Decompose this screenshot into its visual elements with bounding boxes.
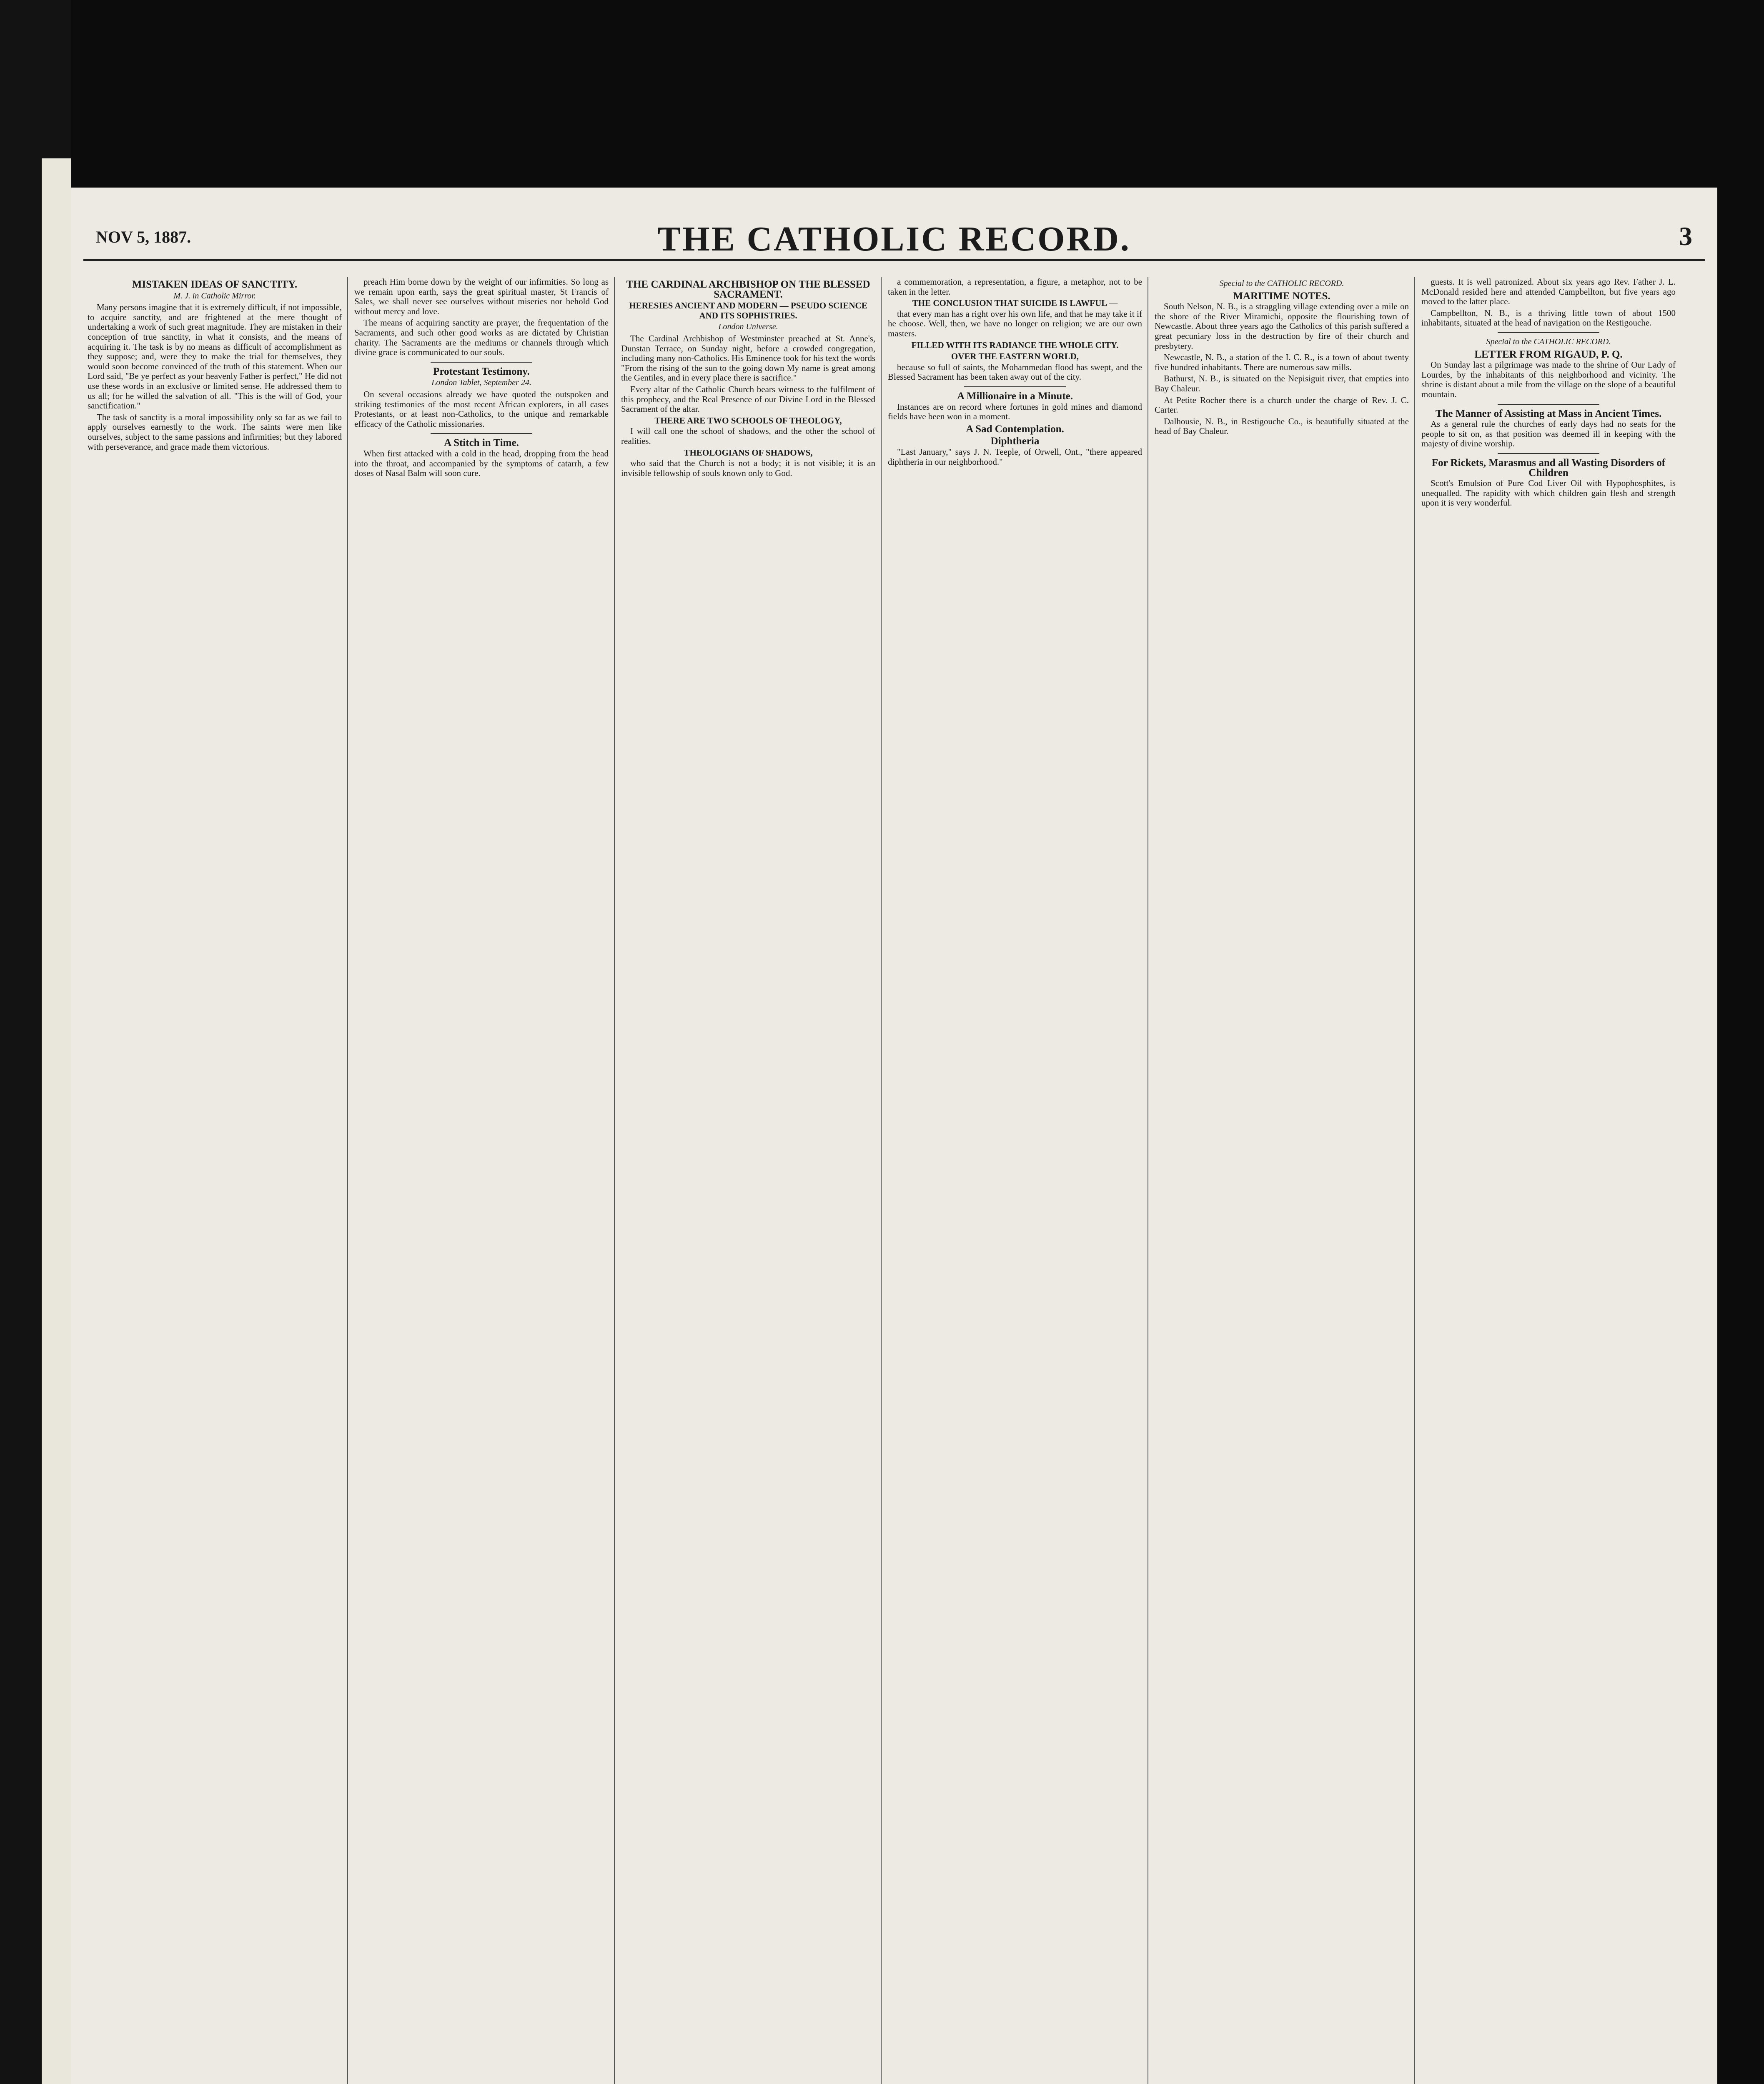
article-dateline: London Tablet, September 24. <box>431 378 531 388</box>
article-heading: LETTER FROM RIGAUD, P. Q. <box>1474 348 1623 360</box>
divider <box>1498 453 1599 454</box>
previous-page-edge <box>42 158 71 2084</box>
divider <box>1498 404 1599 405</box>
paragraph: Every altar of the Catholic Church bears witness to the fulfilment of this prophecy, and the Real Presence of our Divine Lord in the Blessed Sacrament of the altar. <box>621 384 875 414</box>
special-note: Special to the CATHOLIC RECORD. <box>1486 337 1611 346</box>
paragraph: On Sunday last a pilgrimage was made to the shrine of Our Lady of Lourdes, by the inhabitants of this neighborhood and vicinity. The shrine is distant about a mile from the village on the slope of a beautiful mountain. <box>1421 360 1676 399</box>
article-heading: MISTAKEN IDEAS OF SANCTITY. <box>132 279 298 290</box>
article-subhead: THERE ARE TWO SCHOOLS OF THEOLOGY, <box>654 415 842 426</box>
divider <box>964 386 1066 387</box>
article-subhead: OVER THE EASTERN WORLD, <box>951 351 1079 362</box>
article-heading: Protestant Testimony. <box>433 366 530 377</box>
paragraph: Newcastle, N. B., a station of the I. C. R., is a town of about twenty five hundred inhabitants. There are numerous saw mills. <box>1155 352 1409 372</box>
article-subhead: FILLED WITH ITS RADIANCE THE WHOLE CITY. <box>911 340 1119 350</box>
paragraph: who said that the Church is not a body; it is not visible; it is an invisible fellowship of souls known only to God. <box>621 458 875 478</box>
paragraph: a commemoration, a representation, a figure, a metaphor, not to be taken in the letter. <box>888 277 1142 297</box>
scan-left-strip <box>0 0 71 2084</box>
paragraph: Scott's Emulsion of Pure Cod Liver Oil with Hypophosphites, is unequalled. The rapidity with which children gain flesh and strength upon it is very wonderful. <box>1421 478 1676 508</box>
newspaper-title: THE CATHOLIC RECORD. <box>657 220 1131 258</box>
paragraph: because so full of saints, the Mohammedan flood has swept, and the Blessed Sacrament has been taken away out of the city. <box>888 362 1142 382</box>
paragraph: Dalhousie, N. B., in Restigouche Co., is beautifully situated at the head of Bay Chaleur. <box>1155 416 1409 436</box>
column-rule <box>347 277 348 2084</box>
issue-date: NOV 5, 1887. <box>96 228 191 246</box>
article-subhead: THEOLOGIANS OF SHADOWS, <box>684 447 813 458</box>
page-number: 3 <box>1679 221 1692 251</box>
column-5 <box>1155 277 1409 2084</box>
masthead-rule <box>83 259 1705 261</box>
article-heading: MARITIME NOTES. <box>1233 290 1331 302</box>
paragraph: preach Him borne down by the weight of our infirmities. So long as we remain upon earth, says the great spiritual master, St Francis of Sales, we shall never see ourselves without miseries nor behold God without mercy and love. <box>354 277 609 316</box>
paragraph: guests. It is well patronized. About six years ago Rev. Father J. L. McDonald resided here and attended Campbellton, but five years ago moved to the latter place. <box>1421 277 1676 307</box>
article-heading: Diphtheria <box>990 436 1040 447</box>
column-rule <box>881 277 882 2084</box>
column-4 <box>888 277 1142 2084</box>
column-1 <box>88 277 342 2084</box>
paragraph: The Cardinal Archbishop of Westminster preached at St. Anne's, Dunstan Terrace, on Sunday night, before a crowded congregation, including many non-Catholics. His Eminence took for his text the words "From the rising of the sun to the going down My name is great among the Gentiles, and in every place there is sacrifice." <box>621 333 875 383</box>
article-byline: M. J. in Catholic Mirror. <box>173 291 256 301</box>
paragraph: The task of sanctity is a moral impossibility only so far as we fail to apply ourselves earnestly to the work. The saints were men like ourselves, subject to the same passions and infirmities; but they labored with perseverance, and grace made them victorious. <box>88 412 342 452</box>
paragraph: Many persons imagine that it is extremely difficult, if not impossible, to acquire sanctity, and are frightened at the mere thought of undertaking a work of such great magnitude. They are mistaken in their conception of true sanctity, in what it consists, and the means of acquiring it. The task is by no means as difficult of accomplishment as they suppose; and, were they to make the trial for themselves, they would soon become convinced of the truth of this statement. When our Lord said, "Be ye perfect as your heavenly Father is perfect," He did not use these words in an exclusive or limited sense. He addressed them to us all; for he willed the salvation of all. "This is the will of God, your sanctification." <box>88 302 342 411</box>
divider <box>431 433 532 434</box>
column-rule <box>1414 277 1415 2084</box>
paragraph: Instances are on record where fortunes in gold mines and diamond fields have been won in a moment. <box>888 401 1142 422</box>
special-note: Special to the CATHOLIC RECORD. <box>1219 279 1344 288</box>
article-heading: For Rickets, Marasmus and all Wasting Disorders of Children <box>1431 457 1666 478</box>
article-subhead: HERESIES ANCIENT AND MODERN — PSEUDO SCIENCE AND ITS SOPHISTRIES. <box>629 301 867 321</box>
column-rule <box>614 277 615 2084</box>
paragraph: "Last January," says J. N. Teeple, of Orwell, Ont., "there appeared diphtheria in our neighborhood." <box>888 446 1142 467</box>
paragraph: Campbellton, N. B., is a thriving little town of about 1500 inhabitants, situated at the head of navigation on the Restigouche. <box>1421 308 1676 328</box>
article-heading: THE CARDINAL ARCHBISHOP ON THE BLESSED SACRAMENT. <box>626 279 870 300</box>
paragraph: On several occasions already we have quoted the outspoken and striking testimonies of the most recent African explorers, in all cases Protestants, or at least non-Catholics, to the unique and remarkable efficacy of the Catholic missionaries. <box>354 389 609 429</box>
newspaper-page <box>71 188 1717 2084</box>
paragraph: The means of acquiring sanctity are prayer, the frequentation of the Sacraments, and such other good works as are dictated by Christian charity. The Sacraments are the mediums or channels through which divine grace is communicated to our souls. <box>354 318 609 358</box>
column-6 <box>1421 277 1676 2084</box>
masthead <box>71 188 1717 258</box>
article-heading: The Manner of Assisting at Mass in Ancient Times. <box>1435 408 1662 419</box>
paragraph: I will call one the school of shadows, and the other the school of realities. <box>621 426 875 446</box>
divider <box>1498 332 1599 333</box>
paragraph: At Petite Rocher there is a church under the charge of Rev. J. C. Carter. <box>1155 395 1409 415</box>
paragraph: that every man has a right over his own life, and that he may take it if he choose. Well, then, we have no longer on religion; we are our own masters. <box>888 308 1142 338</box>
article-source: London Universe. <box>718 322 778 332</box>
article-subhead: THE CONCLUSION THAT SUICIDE IS LAWFUL — <box>912 298 1118 308</box>
paragraph: Bathurst, N. B., is situated on the Nepisiguit river, that empties into Bay Chaleur. <box>1155 373 1409 393</box>
article-heading: A Sad Contemplation. <box>966 423 1064 435</box>
article-heading: A Millionaire in a Minute. <box>957 390 1073 402</box>
divider <box>431 362 532 363</box>
article-heading: A Stitch in Time. <box>444 437 519 449</box>
paragraph: When first attacked with a cold in the head, dropping from the head into the throat, and accompanied by the symptoms of catarrh, a few doses of Nasal Balm will soon cure. <box>354 448 609 478</box>
paragraph: South Nelson, N. B., is a straggling village extending over a mile on the shore of the River Miramichi, opposite the flourishing town of Newcastle. About three years ago the Catholics of this parish suffered a great pecuniary loss in the destruction by fire of their church and presbytery. <box>1155 301 1409 351</box>
column-3 <box>621 277 875 2084</box>
column-2 <box>354 277 609 2084</box>
paragraph: As a general rule the churches of early days had no seats for the people to sit on, as that position was deemed ill in keeping with the majesty of divine worship. <box>1421 419 1676 449</box>
